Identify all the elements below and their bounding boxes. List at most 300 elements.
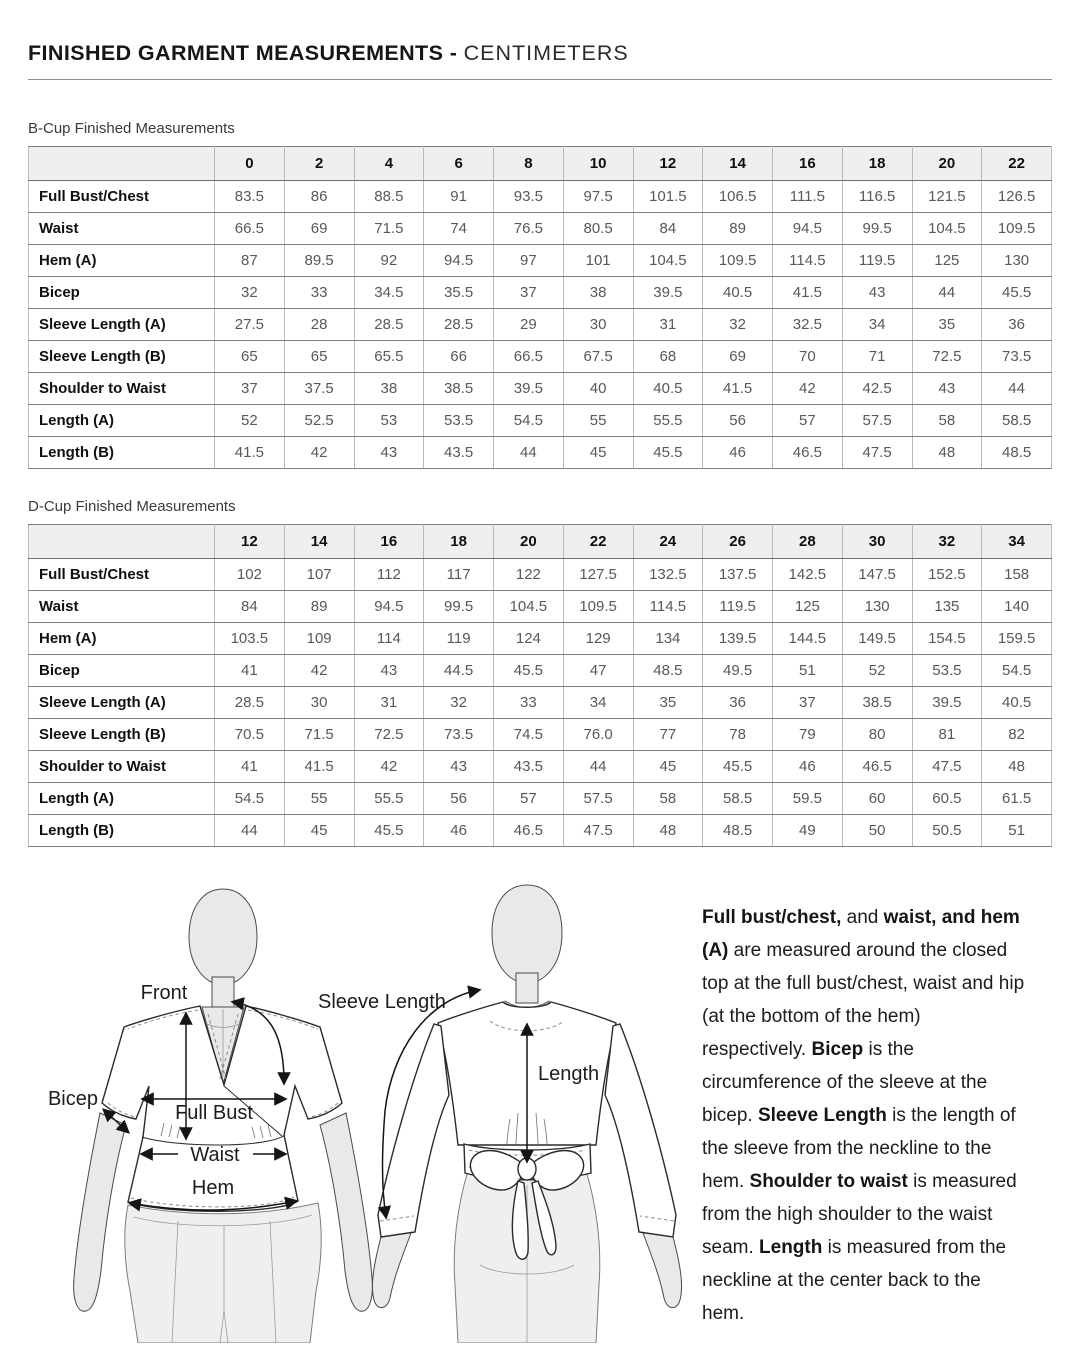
- measurement-value-cell: 57: [773, 405, 843, 437]
- measurement-value-cell: 54.5: [494, 405, 564, 437]
- measurement-value-cell: 159.5: [982, 623, 1052, 655]
- diagram-label-full-bust: Full Bust: [175, 1102, 253, 1124]
- measurement-row: [29, 181, 1052, 213]
- measurement-value-cell: 97.5: [563, 181, 633, 213]
- measurement-row: [29, 373, 1052, 405]
- measurement-value-cell: 66: [424, 341, 494, 373]
- measurement-value-cell: 71: [842, 341, 912, 373]
- measurement-value-cell: 125: [773, 591, 843, 623]
- size-column-header: 14: [284, 525, 354, 559]
- measurement-value-cell: 44: [912, 277, 982, 309]
- measurement-value-cell: 45.5: [494, 655, 564, 687]
- measurement-value-cell: 43.5: [424, 437, 494, 469]
- measurement-value-cell: 46.5: [773, 437, 843, 469]
- d-cup-caption: D-Cup Finished Measurements: [28, 498, 236, 515]
- size-column-header: 2: [284, 147, 354, 181]
- measurement-value-cell: 57.5: [842, 405, 912, 437]
- measurement-value-cell: 38: [563, 277, 633, 309]
- measurement-value-cell: 48.5: [633, 655, 703, 687]
- measurement-value-cell: 34: [563, 687, 633, 719]
- size-header-row: [29, 525, 1052, 559]
- measurement-row-label: Length (B): [29, 815, 215, 847]
- measurement-value-cell: 103.5: [215, 623, 285, 655]
- size-column-header: 18: [424, 525, 494, 559]
- measurement-value-cell: 78: [703, 719, 773, 751]
- page-title: [28, 40, 1052, 66]
- measurement-value-cell: 134: [633, 623, 703, 655]
- front-neck: [212, 977, 234, 1007]
- measurement-value-cell: 41.5: [284, 751, 354, 783]
- diagram-label-bicep: Bicep: [47, 1088, 98, 1110]
- measurement-value-cell: 142.5: [773, 559, 843, 591]
- measurement-value-cell: 51: [773, 655, 843, 687]
- measurement-value-cell: 43: [354, 437, 424, 469]
- measurement-row: [29, 783, 1052, 815]
- size-column-header: 12: [215, 525, 285, 559]
- measurement-value-cell: 36: [982, 309, 1052, 341]
- measurement-row-label: Length (A): [29, 405, 215, 437]
- measurement-value-cell: 57.5: [563, 783, 633, 815]
- measurement-value-cell: 39.5: [912, 687, 982, 719]
- measurement-value-cell: 88.5: [354, 181, 424, 213]
- measurement-value-cell: 58.5: [982, 405, 1052, 437]
- size-column-header: 18: [842, 147, 912, 181]
- measurement-value-cell: 147.5: [842, 559, 912, 591]
- measurement-value-cell: 73.5: [424, 719, 494, 751]
- measurement-value-cell: 104.5: [494, 591, 564, 623]
- measurement-value-cell: 104.5: [633, 245, 703, 277]
- measurement-value-cell: 89: [703, 213, 773, 245]
- measurement-value-cell: 45.5: [703, 751, 773, 783]
- measurement-value-cell: 40: [563, 373, 633, 405]
- measurement-value-cell: 135: [912, 591, 982, 623]
- front-left-arm: [74, 1113, 126, 1311]
- back-bow-knot: [518, 1158, 536, 1180]
- size-column-header: 16: [354, 525, 424, 559]
- measurement-value-cell: 84: [215, 591, 285, 623]
- title-divider: [28, 79, 1052, 80]
- measurement-value-cell: 56: [703, 405, 773, 437]
- measurement-value-cell: 109.5: [982, 213, 1052, 245]
- size-header-corner: [29, 525, 215, 559]
- measurement-value-cell: 71.5: [354, 213, 424, 245]
- size-column-header: 26: [703, 525, 773, 559]
- measurement-value-cell: 44: [982, 373, 1052, 405]
- measurement-value-cell: 38.5: [842, 687, 912, 719]
- measurement-value-cell: 72.5: [912, 341, 982, 373]
- measurement-value-cell: 127.5: [563, 559, 633, 591]
- measurement-value-cell: 37: [215, 373, 285, 405]
- measurement-value-cell: 92: [354, 245, 424, 277]
- size-column-header: 0: [215, 147, 285, 181]
- measurement-value-cell: 73.5: [982, 341, 1052, 373]
- b-cup-table: [28, 146, 1052, 469]
- measurement-value-cell: 76.5: [494, 213, 564, 245]
- measurement-value-cell: 54.5: [215, 783, 285, 815]
- measurement-value-cell: 119: [424, 623, 494, 655]
- measurement-value-cell: 140: [982, 591, 1052, 623]
- measurement-value-cell: 102: [215, 559, 285, 591]
- measurement-value-cell: 107: [284, 559, 354, 591]
- diagram-and-description: [28, 873, 1052, 1348]
- measurement-row: [29, 655, 1052, 687]
- measurement-value-cell: 34.5: [354, 277, 424, 309]
- measurement-value-cell: 45.5: [354, 815, 424, 847]
- measurement-value-cell: 58: [912, 405, 982, 437]
- measurement-value-cell: 47.5: [563, 815, 633, 847]
- measurement-row: [29, 559, 1052, 591]
- measurement-value-cell: 28.5: [424, 309, 494, 341]
- measurement-value-cell: 121.5: [912, 181, 982, 213]
- measurement-row: [29, 245, 1052, 277]
- measurement-value-cell: 47: [563, 655, 633, 687]
- diagram-label-hem: Hem: [191, 1177, 235, 1199]
- measurement-value-cell: 99.5: [842, 213, 912, 245]
- measurement-value-cell: 55.5: [354, 783, 424, 815]
- size-header-row: [29, 147, 1052, 181]
- measurement-value-cell: 53.5: [424, 405, 494, 437]
- measurement-value-cell: 28: [284, 309, 354, 341]
- measurement-value-cell: 94.5: [773, 213, 843, 245]
- d-cup-table: [28, 524, 1052, 847]
- measurement-value-cell: 91: [424, 181, 494, 213]
- measurement-value-cell: 51: [982, 815, 1052, 847]
- measurement-value-cell: 35.5: [424, 277, 494, 309]
- measurement-value-cell: 43: [912, 373, 982, 405]
- measurement-value-cell: 152.5: [912, 559, 982, 591]
- measurement-value-cell: 116.5: [842, 181, 912, 213]
- measurement-value-cell: 89: [284, 591, 354, 623]
- measurement-value-cell: 109.5: [703, 245, 773, 277]
- measurement-value-cell: 48: [982, 751, 1052, 783]
- measurement-value-cell: 36: [703, 687, 773, 719]
- size-column-header: 22: [563, 525, 633, 559]
- measurement-value-cell: 32.5: [773, 309, 843, 341]
- measurement-value-cell: 72.5: [354, 719, 424, 751]
- size-column-header: 20: [494, 525, 564, 559]
- measurement-value-cell: 43.5: [494, 751, 564, 783]
- measurement-value-cell: 41.5: [703, 373, 773, 405]
- title-units: CENTIMETERS: [463, 41, 629, 65]
- measurement-value-cell: 56: [424, 783, 494, 815]
- measurement-value-cell: 49: [773, 815, 843, 847]
- measurement-value-cell: 69: [284, 213, 354, 245]
- measurement-row-label: Full Bust/Chest: [29, 181, 215, 213]
- measurement-value-cell: 46.5: [494, 815, 564, 847]
- measurement-value-cell: 45.5: [982, 277, 1052, 309]
- measurement-value-cell: 70: [773, 341, 843, 373]
- measurement-value-cell: 46: [703, 437, 773, 469]
- measurement-value-cell: 55: [563, 405, 633, 437]
- measurement-value-cell: 27.5: [215, 309, 285, 341]
- size-column-header: 24: [633, 525, 703, 559]
- measurement-value-cell: 80.5: [563, 213, 633, 245]
- measurement-value-cell: 45: [563, 437, 633, 469]
- measurement-value-cell: 68: [633, 341, 703, 373]
- measurement-value-cell: 99.5: [424, 591, 494, 623]
- b-cup-caption: B-Cup Finished Measurements: [28, 120, 235, 137]
- measurement-value-cell: 32: [703, 309, 773, 341]
- measurement-row-label: Waist: [29, 591, 215, 623]
- measurement-value-cell: 39.5: [633, 277, 703, 309]
- size-column-header: 6: [424, 147, 494, 181]
- measurement-value-cell: 46.5: [842, 751, 912, 783]
- measurement-value-cell: 74: [424, 213, 494, 245]
- measurement-value-cell: 45: [633, 751, 703, 783]
- measurement-row-label: Full Bust/Chest: [29, 559, 215, 591]
- measurement-value-cell: 50.5: [912, 815, 982, 847]
- size-column-header: 10: [563, 147, 633, 181]
- measurement-value-cell: 94.5: [354, 591, 424, 623]
- measurement-value-cell: 38.5: [424, 373, 494, 405]
- measurement-row: [29, 623, 1052, 655]
- measurement-value-cell: 55.5: [633, 405, 703, 437]
- back-right-hand: [643, 1233, 682, 1308]
- measurement-row-label: Hem (A): [29, 245, 215, 277]
- measurement-value-cell: 41: [215, 751, 285, 783]
- measurement-value-cell: 114: [354, 623, 424, 655]
- measurement-value-cell: 42.5: [842, 373, 912, 405]
- measurement-value-cell: 31: [354, 687, 424, 719]
- measurement-value-cell: 42: [773, 373, 843, 405]
- measurement-value-cell: 47.5: [842, 437, 912, 469]
- measurement-value-cell: 34: [842, 309, 912, 341]
- measurement-value-cell: 61.5: [982, 783, 1052, 815]
- measurement-row: [29, 591, 1052, 623]
- measurement-value-cell: 53.5: [912, 655, 982, 687]
- measurement-value-cell: 111.5: [773, 181, 843, 213]
- measurement-value-cell: 66.5: [215, 213, 285, 245]
- measurement-value-cell: 37: [773, 687, 843, 719]
- back-right-sleeve: [605, 1024, 676, 1237]
- measurement-value-cell: 41.5: [773, 277, 843, 309]
- measurement-value-cell: 54.5: [982, 655, 1052, 687]
- measurement-row-label: Bicep: [29, 277, 215, 309]
- measurement-value-cell: 94.5: [424, 245, 494, 277]
- measurement-value-cell: 130: [842, 591, 912, 623]
- measurement-value-cell: 69: [703, 341, 773, 373]
- measurement-value-cell: 65: [284, 341, 354, 373]
- size-column-header: 16: [773, 147, 843, 181]
- measurement-value-cell: 28.5: [354, 309, 424, 341]
- measurement-value-cell: 137.5: [703, 559, 773, 591]
- measurement-value-cell: 87: [215, 245, 285, 277]
- measurement-value-cell: 30: [563, 309, 633, 341]
- measurement-row: [29, 405, 1052, 437]
- measurement-value-cell: 42: [354, 751, 424, 783]
- measurement-row-label: Waist: [29, 213, 215, 245]
- measurement-value-cell: 114.5: [633, 591, 703, 623]
- measurement-description: Full bust/chest, and waist, and hem (A) are measured around the closed top at the full bust/chest, waist and hip (at the bottom of the hem) respectively. Bicep is the circumference of the sleeve at the bicep. Sleeve Length is the length of the sleeve from the neckline to the hem. Shoulder to waist is measured from the high shoulder to the waist seam. Length is measured from the neckline at the center back to the hem.: [702, 907, 1025, 1324]
- measurement-value-cell: 71.5: [284, 719, 354, 751]
- measurement-value-cell: 119.5: [842, 245, 912, 277]
- measurement-value-cell: 132.5: [633, 559, 703, 591]
- measurement-value-cell: 65.5: [354, 341, 424, 373]
- measurement-value-cell: 109: [284, 623, 354, 655]
- measurement-value-cell: 47.5: [912, 751, 982, 783]
- measurement-value-cell: 42: [284, 437, 354, 469]
- garment-measurement-diagram: [28, 873, 688, 1343]
- measurement-value-cell: 44: [563, 751, 633, 783]
- measurement-value-cell: 126.5: [982, 181, 1052, 213]
- back-head: [492, 885, 562, 983]
- measurement-value-cell: 97: [494, 245, 564, 277]
- title-main: FINISHED GARMENT MEASUREMENTS -: [28, 41, 458, 65]
- measurement-row: [29, 213, 1052, 245]
- size-column-header: 4: [354, 147, 424, 181]
- measurement-value-cell: 119.5: [703, 591, 773, 623]
- measurement-value-cell: 149.5: [842, 623, 912, 655]
- measurement-row: [29, 815, 1052, 847]
- measurement-row: [29, 277, 1052, 309]
- measurement-value-cell: 154.5: [912, 623, 982, 655]
- measurement-value-cell: 42: [284, 655, 354, 687]
- measurement-value-cell: 35: [912, 309, 982, 341]
- back-neck: [516, 973, 538, 1003]
- measurement-row-label: Shoulder to Waist: [29, 373, 215, 405]
- measurement-value-cell: 40.5: [703, 277, 773, 309]
- measurement-value-cell: 60: [842, 783, 912, 815]
- measurement-value-cell: 48.5: [982, 437, 1052, 469]
- size-column-header: 22: [982, 147, 1052, 181]
- measurement-value-cell: 125: [912, 245, 982, 277]
- measurement-value-cell: 122: [494, 559, 564, 591]
- measurement-value-cell: 93.5: [494, 181, 564, 213]
- measurement-value-cell: 60.5: [912, 783, 982, 815]
- measurement-value-cell: 158: [982, 559, 1052, 591]
- measurement-value-cell: 46: [424, 815, 494, 847]
- measurement-row: [29, 719, 1052, 751]
- measurement-value-cell: 37: [494, 277, 564, 309]
- measurement-value-cell: 29: [494, 309, 564, 341]
- measurement-value-cell: 59.5: [773, 783, 843, 815]
- measurement-value-cell: 114.5: [773, 245, 843, 277]
- measurement-value-cell: 32: [424, 687, 494, 719]
- measurement-value-cell: 40.5: [633, 373, 703, 405]
- measurement-value-cell: 112: [354, 559, 424, 591]
- measurement-value-cell: 58.5: [703, 783, 773, 815]
- measurement-value-cell: 45.5: [633, 437, 703, 469]
- measurement-value-cell: 41.5: [215, 437, 285, 469]
- measurement-value-cell: 80: [842, 719, 912, 751]
- measurement-value-cell: 33: [494, 687, 564, 719]
- measurement-value-cell: 43: [424, 751, 494, 783]
- measurement-value-cell: 130: [982, 245, 1052, 277]
- measurement-value-cell: 81: [912, 719, 982, 751]
- measurement-value-cell: 33: [284, 277, 354, 309]
- measurement-row-label: Sleeve Length (A): [29, 309, 215, 341]
- measurement-value-cell: 52: [215, 405, 285, 437]
- measurement-value-cell: 52: [842, 655, 912, 687]
- measurement-value-cell: 65: [215, 341, 285, 373]
- size-column-header: 34: [982, 525, 1052, 559]
- measurement-value-cell: 104.5: [912, 213, 982, 245]
- measurement-value-cell: 35: [633, 687, 703, 719]
- measurement-row: [29, 309, 1052, 341]
- measurement-value-cell: 48: [633, 815, 703, 847]
- measurement-value-cell: 82: [982, 719, 1052, 751]
- measurement-value-cell: 37.5: [284, 373, 354, 405]
- measurement-value-cell: 31: [633, 309, 703, 341]
- measurement-value-cell: 67.5: [563, 341, 633, 373]
- measurement-value-cell: 77: [633, 719, 703, 751]
- measurement-value-cell: 40.5: [982, 687, 1052, 719]
- measurement-value-cell: 49.5: [703, 655, 773, 687]
- measurement-value-cell: 43: [354, 655, 424, 687]
- measurement-value-cell: 46: [773, 751, 843, 783]
- measurement-row-label: Shoulder to Waist: [29, 751, 215, 783]
- front-head: [189, 889, 257, 985]
- measurement-value-cell: 48.5: [703, 815, 773, 847]
- measurement-value-cell: 50: [842, 815, 912, 847]
- measurement-value-cell: 101.5: [633, 181, 703, 213]
- measurement-value-cell: 117: [424, 559, 494, 591]
- measurement-value-cell: 39.5: [494, 373, 564, 405]
- diagram-label-front: Front: [140, 982, 188, 1004]
- size-column-header: 28: [773, 525, 843, 559]
- measurement-value-cell: 30: [284, 687, 354, 719]
- measurement-value-cell: 101: [563, 245, 633, 277]
- measurement-value-cell: 53: [354, 405, 424, 437]
- measurement-value-cell: 41: [215, 655, 285, 687]
- measurement-row: [29, 751, 1052, 783]
- measurement-value-cell: 44: [215, 815, 285, 847]
- measurement-value-cell: 43: [842, 277, 912, 309]
- measurement-value-cell: 52.5: [284, 405, 354, 437]
- garment-diagram-container: [28, 873, 688, 1348]
- measurement-row: [29, 341, 1052, 373]
- measurement-row-label: Bicep: [29, 655, 215, 687]
- measurement-value-cell: 48: [912, 437, 982, 469]
- measurement-value-cell: 32: [215, 277, 285, 309]
- size-column-header: 12: [633, 147, 703, 181]
- measurement-row-label: Sleeve Length (A): [29, 687, 215, 719]
- measurement-value-cell: 124: [494, 623, 564, 655]
- measurement-value-cell: 74.5: [494, 719, 564, 751]
- measurement-value-cell: 70.5: [215, 719, 285, 751]
- measurement-row-label: Length (A): [29, 783, 215, 815]
- measurement-value-cell: 58: [633, 783, 703, 815]
- measurement-value-cell: 89.5: [284, 245, 354, 277]
- measurement-value-cell: 79: [773, 719, 843, 751]
- back-left-hand: [372, 1233, 411, 1308]
- measurement-value-cell: 86: [284, 181, 354, 213]
- measurement-value-cell: 106.5: [703, 181, 773, 213]
- measurement-row-label: Sleeve Length (B): [29, 719, 215, 751]
- diagram-label-length: Length: [538, 1063, 600, 1085]
- back-left-sleeve: [378, 1024, 449, 1237]
- measurement-value-cell: 144.5: [773, 623, 843, 655]
- measurement-row-label: Length (B): [29, 437, 215, 469]
- measurement-value-cell: 84: [633, 213, 703, 245]
- measurement-row: [29, 437, 1052, 469]
- measurement-value-cell: 38: [354, 373, 424, 405]
- measurement-value-cell: 45: [284, 815, 354, 847]
- measurement-value-cell: 55: [284, 783, 354, 815]
- measurement-value-cell: 28.5: [215, 687, 285, 719]
- diagram-label-sleeve-length: Sleeve Length: [318, 991, 446, 1013]
- measurement-row-label: Sleeve Length (B): [29, 341, 215, 373]
- size-column-header: 8: [494, 147, 564, 181]
- measurement-value-cell: 66.5: [494, 341, 564, 373]
- size-column-header: 14: [703, 147, 773, 181]
- measurement-row-label: Hem (A): [29, 623, 215, 655]
- measurement-value-cell: 129: [563, 623, 633, 655]
- diagram-label-waist: Waist: [190, 1144, 240, 1166]
- measurement-value-cell: 83.5: [215, 181, 285, 213]
- measurement-value-cell: 44.5: [424, 655, 494, 687]
- size-column-header: 20: [912, 147, 982, 181]
